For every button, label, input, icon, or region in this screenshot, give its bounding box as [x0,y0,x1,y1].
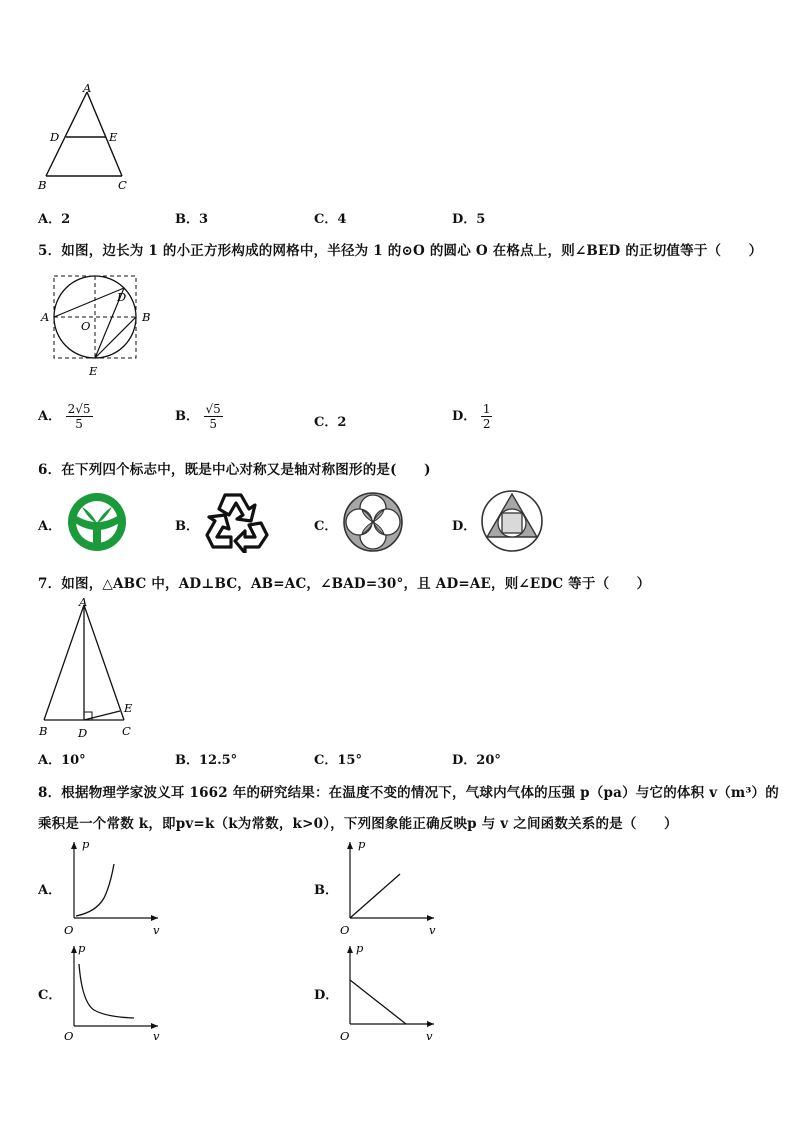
q8-c-p-label: p [78,941,86,955]
q8-d-p-label: p [356,941,364,955]
q8-b-o-label: O [340,923,350,937]
q5-option-b-fraction: $\frac{√5}{5}$ [205,402,221,431]
q5-option-d: D． $\frac{1}{2}$ [452,402,491,431]
q4-label-b: B [38,178,47,192]
q8-stem-line2: 乘积是一个常数 k，即pv=k（k为常数，k>0），下列图象能正确反映p 与 v 之间函数关系的是（ ） [38,816,678,832]
q4-option-b: B．3 [175,212,209,227]
q6-option-d-letter: D． [452,519,477,534]
q8-d-o-label: O [340,1029,350,1042]
q7-label-a: A [79,596,88,609]
q8-b-p-label: p [358,837,366,851]
q7-isosceles-triangle-figure [36,596,140,742]
q8-option-d-letter: D． [314,988,339,1003]
q7-label-b: B [39,724,48,738]
triangle-square-circle-icon [479,489,545,553]
q4-label-c: C [118,178,127,192]
q8-b-v-label: v [429,923,436,937]
q8-a-v-label: v [153,923,160,937]
q8-c-o-label: O [64,1029,74,1042]
q5-option-d-fraction: $\frac{1}{2}$ [482,402,491,431]
q5-option-b: B． $\frac{√5}{5}$ [175,402,221,431]
q5-label-o: O [81,319,91,333]
q8-a-o-label: O [64,923,74,937]
q4-option-d: D．5 [452,212,486,227]
q8-stem-line1: 8．根据物理学家波义耳 1662 年的研究结果：在温度不变的情况下，气球内气体的压强 p（pa）与它的体积 v（m³）的 [38,785,779,801]
q4-label-e: E [109,130,118,144]
q7-label-c: C [122,724,131,738]
q8-c-v-label: v [153,1029,160,1042]
q8-graph-a [60,836,165,938]
q8-a-p-label: p [82,837,90,851]
recycle-icon [203,489,271,553]
four-petal-circle-icon [340,491,406,553]
q6-option-a-letter: A． [38,519,62,534]
q8-option-b-letter: B． [314,883,338,898]
q4-option-c: C．4 [314,212,347,227]
q5-label-d: D [117,290,127,304]
q5-option-c: C．2 [314,415,347,430]
q6-stem: 6．在下列四个标志中，既是中心对称又是轴对称图形的是( ) [38,462,431,478]
q5-label-e: E [89,364,98,378]
q4-label-d: D [50,130,60,144]
q7-stem: 7．如图，△ABC 中，AD⊥BC，AB=AC，∠BAD=30°，且 AD=AE，则∠EDC 等于（ ） [38,576,651,592]
q7-option-b: B．12.5° [175,753,238,768]
green-food-logo-icon [64,491,130,553]
q5-circle-grid-figure [36,270,158,380]
q5-label-a: A [41,310,50,324]
q8-d-v-label: v [426,1029,433,1042]
q7-label-d: D [78,726,88,740]
q8-graph-b [336,836,441,938]
q6-option-b-letter: B． [175,519,199,534]
q8-graph-d [336,940,441,1042]
q4-label-a: A [83,82,92,95]
q6-option-c-letter: C． [314,519,338,534]
q8-option-c-letter: C． [38,988,62,1003]
q5-option-a: A． $\frac{2√5}{5}$ [38,402,91,431]
q5-stem: 5．如图，边长为 1 的小正方形构成的网格中，半径为 1 的⊙O 的圆心 O 在格点上，则∠BED 的正切值等于（ ） [38,243,763,259]
q7-option-a: A．10° [38,753,86,768]
q5-option-a-fraction: $\frac{2√5}{5}$ [67,402,91,431]
q7-option-d: D．20° [452,753,501,768]
q5-label-b: B [142,310,151,324]
q4-triangle-figure [36,82,136,194]
q4-option-a: A．2 [38,212,71,227]
q7-label-e: E [124,701,133,715]
q7-option-c: C．15° [314,753,362,768]
q8-option-a-letter: A． [38,883,62,898]
q8-graph-c [60,940,165,1042]
